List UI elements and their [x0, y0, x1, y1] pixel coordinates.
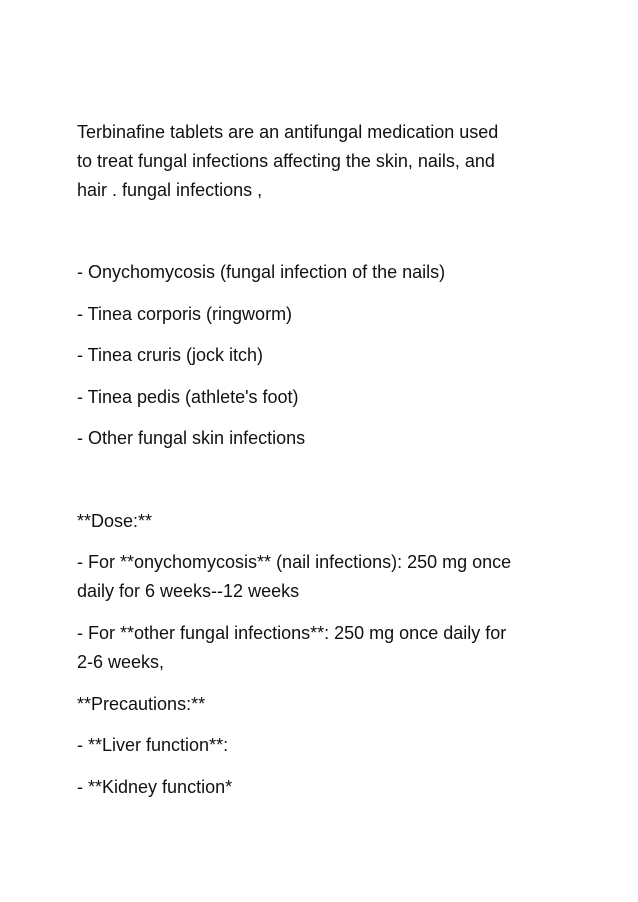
condition-item: - Tinea corporis (ringworm)	[77, 304, 293, 324]
dose-item-1-line-2: daily for 6 weeks--12 weeks	[77, 581, 300, 601]
condition-item: - Tinea pedis (athlete's foot)	[77, 387, 299, 407]
precaution-item: - **Kidney function*	[77, 777, 233, 797]
dose-item-2-line-1: - For **other fungal infections**: 250 mg once daily for	[77, 623, 507, 643]
dose-heading: **Dose:**	[77, 511, 153, 531]
dose-item-2-line-2: 2-6 weeks,	[77, 652, 165, 672]
intro-line-1: Terbinafine tablets are an antifungal medication used	[77, 122, 499, 142]
condition-item: - Onychomycosis (fungal infection of the nails)	[77, 262, 446, 282]
intro-line-3: hair . fungal infections ,	[77, 180, 263, 200]
dose-item-1-line-1: - For **onychomycosis** (nail infections): 250 mg once	[77, 552, 512, 572]
precaution-item: - **Liver function**:	[77, 735, 229, 755]
condition-item: - Other fungal skin infections	[77, 428, 306, 448]
intro-line-2: to treat fungal infections affecting the skin, nails, and	[77, 151, 495, 171]
condition-item: - Tinea cruris (jock itch)	[77, 345, 264, 365]
precautions-heading: **Precautions:**	[77, 694, 206, 714]
